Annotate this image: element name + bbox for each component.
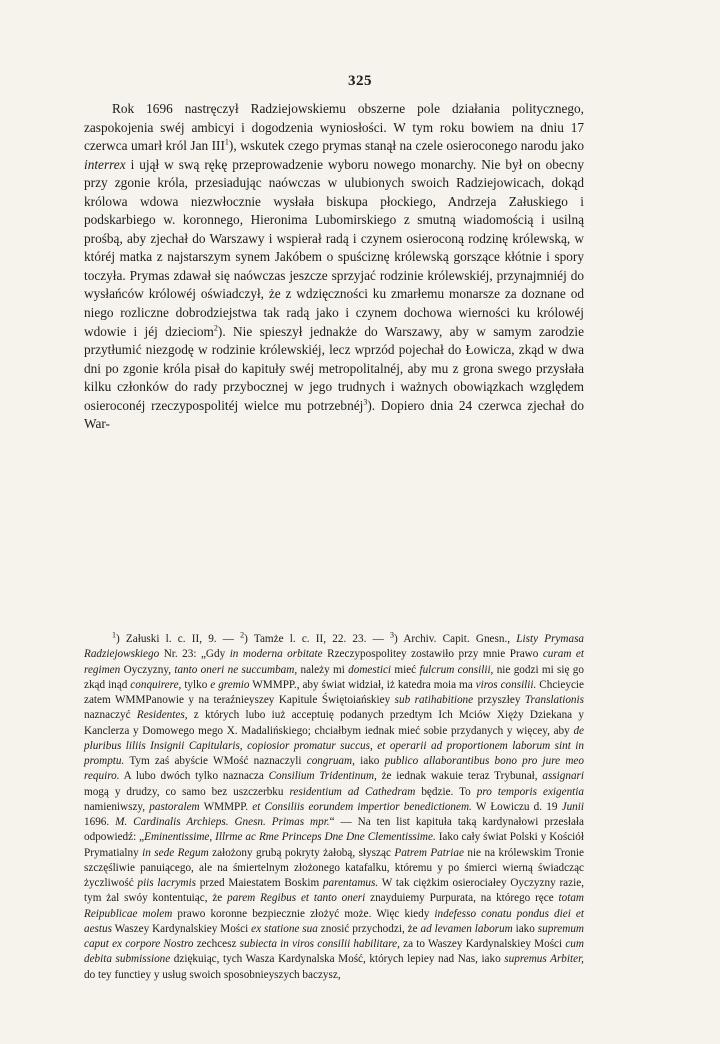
footnote-number-1: 1 [112, 630, 116, 640]
page-number: 325 [348, 73, 372, 89]
footnote-ref-3: 3 [363, 397, 368, 407]
footnote-number-3: 3 [390, 630, 395, 640]
footnotes: $^1$) Załuski l. c. II, 9. — $^2$) Tamże l. c. II, 22. 23. — $^3$) Archiv. Capit. Gnesn., Listy Prymasa Radziejowskiego Nr. 23: „Gdy in moderna orbitate Rzeczypospolitey zostawiło przy mnie Prawo curam et regimen Oyczyzny, tanto oneri ne succumbam, należy mi domestici mieć fulcrum consilii, nie godzi mi się go zkąd inąd conquirere, tylko e gremio WMMPP., aby świat widział, iż katedra moia ma viros consilii. Chcieycie zatem WMMPanowie y na teraźnieyszey Kapitule Świętoiańskiey sub ratihabitione przyszłey Translationis naznaczyć Residentes, z których lubo iuż acceptuię podanych przedtym Ich Mciów Xięży Dziekana y Kanclerza y Domowego mego X. Madalińskiego; chciałbym iednak mieć sobie przydanych y więcey, aby de pluribus liliis Insignii Capitularis, copiosior promatur succus, et operarii ad proportionem laborum sint in promptu. Tym zaś abyście WMość naznaczyli congruam, iako publico allaborantibus bono pro jure meo requiro. A lubo dwóch tylko naznacza Consilium Tridentinum, że iednak wakuie teraz Trybunał, assignari mogą y drudzy, co samo bez uszczerbku residentium ad Cathedram będzie. To pro temporis exigentia namieniwszy, pastoralem WMMPP. et Consiliis eorundem impertior benedictionem. W Łowiczu d. 19 Junii 1696. M. Cardinalis Archieps. Gnesn. Primas mpr.“ — Na ten list kapituła taką kardynałowi przesłała odpowiedź: „Eminentissime, Illrme ac Rme Princeps Dne Dne Clementissime. Iako cały świat Polski y Kościół Prymatialny in sede Regum założony grubą pokryty żałobą, słysząc Patrem Patriae nie na królewskim Tronie szczęśliwie panuiącego, ale na śmiertelnym złożonego katafalku, któremu y po śmierci wierną świadcząc życzliwość piis lacrymis przed Maiestatem Boskim parentamus. W tak ciężkim osierociałey Oyczyzny razie, tym żal swóy kontentuiąc, że parem Regibus et tanto oneri znayduiemy Purpurata, na którego ręce totam Reipublicae molem prawo koronne bezpiecznie złożyć może. Więc kiedy indefesso conatu pondus diei et aestus Waszey Kardynalskiey Mości ex statione sua znosić przychodzi, że ad levamen laborum iako supremum caput ex corpore Nostro zechcesz subiecta in viros consilii habilitare, za to Waszey Kardynalskiey Mości cum debita submissione dziękuiąc, tych Wasza Kardynalska Mość, których lepiey nad Nas, iako supremus Arbiter, do tey functiey y usług swoich sposobnieyszych baczysz, [84, 630, 585, 981]
footnote-ref-2: 2 [213, 323, 218, 333]
main-text: Rok 1696 nastręczył Radziejowskiemu obszerne pole działania politycznego, zaspokojenia swéj ambicyi i dogodzenia wyniosłości. W tym roku bowiem na dniu 17 czerwca umarł król Jan III$^1$), wskutek czego prymas stanął na czele osieroconego narodu jako interrex i ujął w swą rękę przeprowadzenie wyboru nowego monarchy. Nie był on obecny przy zgonie króla, przesiadując naówczas w ulubionych swoich Radziejowicach, dokąd królowa wdowa niezwłocznie wysłała biskupa płockiego, Andrzeja Załuskiego i podskarbiego w. koronnego, Hieronima Lubomirskiego z smutną wiadomością i usilną prośbą, aby zjechał do Warszawy i wspierał radą i czynem osieroconą rodzinę królewską, w któréj matka z najstarszym synem Jakóbem o spuściznę królewską gorszące kłótnie i spory toczyła. Prymas zdawał się naówczas jeszcze sprzyjać rodzinie królewskiéj, przynajmniéj do wysłańców królowéj oświadczył, że z wdzięczności ku zmarłemu monarsze za doznane od niego rozliczne dobrodziejstwa tak radą jako i czynem dochowa wierności ku królowéj wdowie i jéj dzieciom$^2$). Nie spieszył jednakże do Warszawy, aby w samym zarodzie przytłumić niezgodę w rodzinie królewskiéj, lecz wprzód pojechał do Łowicza, zkąd w dwa dni po zgonie króla pisał do kapituły swéj metropolitalnéj, aby mu z grona swego przysłała kilku członków do rady przybocznej w jego trudnych i ważnych obowiązkach względem osieroconéj rzeczypospolitéj wielce mu potrzebnéj$^3$). Dopiero dnia 24 czerwca zjechał do War- [84, 101, 585, 432]
footnote-number-2: 2 [240, 630, 245, 640]
footnote-ref-1: 1 [224, 137, 229, 147]
